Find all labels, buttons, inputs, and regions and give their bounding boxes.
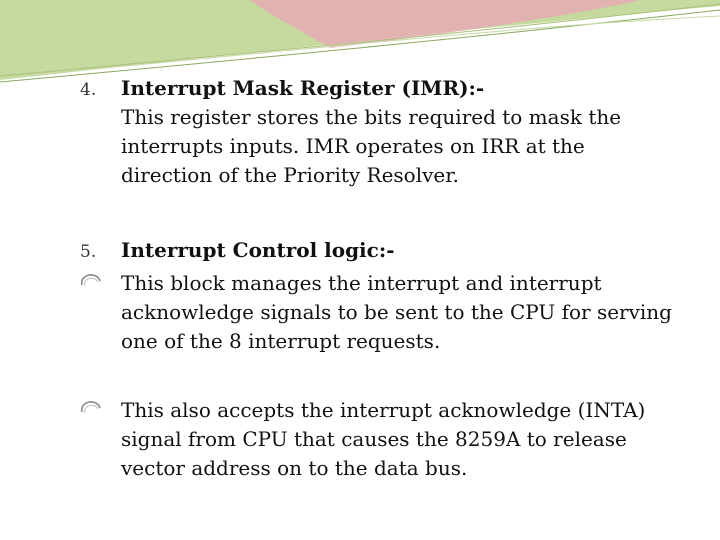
- item-text: [121, 74, 681, 190]
- item-body: This block manages the interrupt and interrupt acknowledge signals to be sent to the CPU for serving one of the 8 interrupt requests.: [121, 271, 672, 353]
- item-text: [121, 236, 681, 265]
- item-heading: Interrupt Mask Register (IMR):-: [121, 76, 485, 100]
- ring-bullet-icon: [77, 269, 107, 298]
- item-body: This also accepts the interrupt acknowledge (INTA) signal from CPU that causes the 8259A to release vector address on to the data bus.: [121, 398, 646, 480]
- item-number: 4.: [80, 80, 97, 100]
- item-number: 5.: [80, 242, 97, 262]
- item-text: [121, 269, 681, 356]
- item-heading: Interrupt Control logic:-: [121, 238, 395, 262]
- ring-bullet-icon: [77, 396, 107, 425]
- item-text: [121, 396, 681, 483]
- item-body: This register stores the bits required to mask the interrupts inputs. IMR operates on IRR at the direction of the Priority Resolver.: [121, 105, 622, 187]
